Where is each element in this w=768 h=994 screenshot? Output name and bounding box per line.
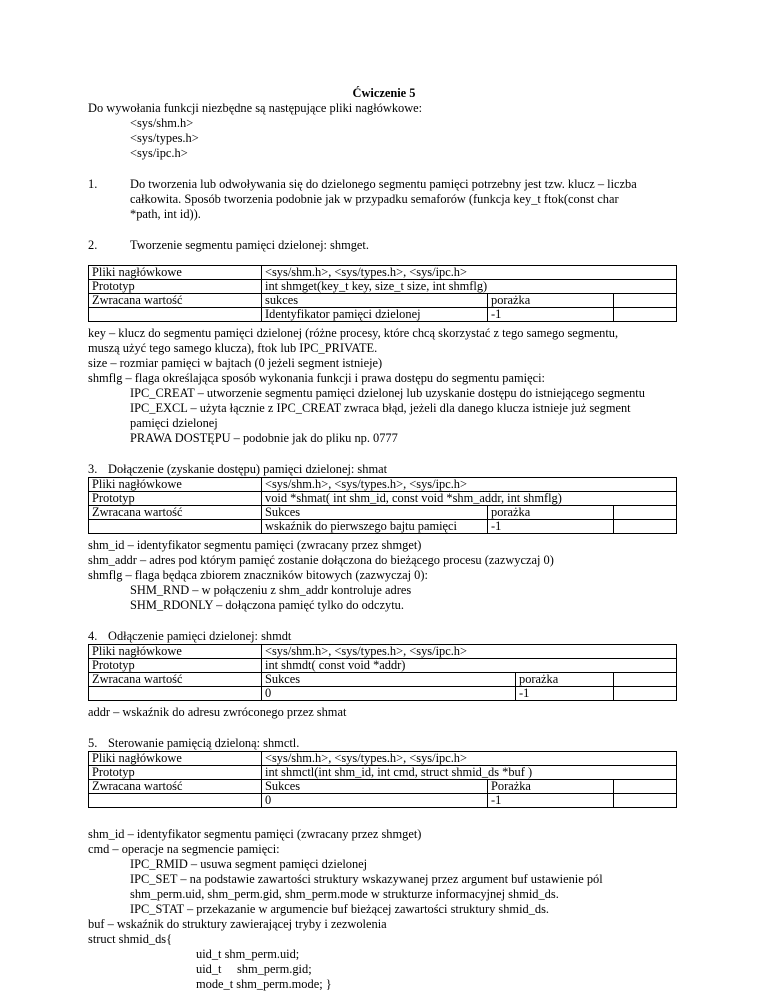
shmctl-desc-line: cmd – operacje na segmencie pamięci:: [88, 842, 280, 856]
table-label: Zwracana wartość: [89, 780, 262, 794]
section-1-line-2: całkowita. Sposób tworzenia podobnie jak w przypadku semaforów (funkcja key_t ftok(const char: [130, 192, 619, 206]
table-label: Prototyp: [89, 659, 262, 673]
shmat-desc-line: shmflg – flaga będąca zbiorem znaczników bitowych (zazwyczaj 0):: [88, 568, 428, 582]
table-value: <sys/shm.h>, <sys/types.h>, <sys/ipc.h>: [262, 645, 677, 659]
table-cell: [614, 520, 677, 534]
op-ipc-set: IPC_SET – na podstawie zawartości struktury wskazywanej przez argument buf ustawienie pól: [130, 872, 603, 886]
table-cell: Sukces: [262, 673, 516, 687]
table-cell: [614, 673, 677, 687]
table-cell: Porażka: [488, 780, 614, 794]
section-1-number: 1.: [88, 177, 98, 191]
section-1-line-3: *path, int id)).: [130, 207, 201, 221]
shmdt-desc-line: addr – wskaźnik do adresu zwróconego przez shmat: [88, 705, 347, 719]
struct-open: struct shmid_ds{: [88, 932, 173, 946]
table-label: Pliki nagłówkowe: [89, 478, 262, 492]
struct-field-uid: uid_t shm_perm.uid;: [196, 947, 300, 961]
table-value: int shmctl(int shm_id, int cmd, struct shmid_ds *buf ): [262, 766, 677, 780]
table-value: <sys/shm.h>, <sys/types.h>, <sys/ipc.h>: [262, 266, 677, 280]
section-2-number: 2.: [88, 238, 98, 252]
struct-field-mode: mode_t shm_perm.mode; }: [196, 977, 332, 991]
flag-ipc-excl: IPC_EXCL – użyta łącznie z IPC_CREAT zwraca błąd, jeżeli dla danego klucza istnieje już segment: [130, 401, 631, 415]
table-label: Pliki nagłówkowe: [89, 266, 262, 280]
table-cell: [614, 687, 677, 701]
table-label: Pliki nagłówkowe: [89, 645, 262, 659]
table-value: void *shmat( int shm_id, const void *shm_addr, int shmflg): [262, 492, 677, 506]
table-cell: porażka: [488, 294, 614, 308]
intro-text: Do wywołania funkcji niezbędne są następujące pliki nagłówkowe:: [88, 101, 423, 115]
flag-shm-rnd: SHM_RND – w połączeniu z shm_addr kontroluje adres: [130, 583, 412, 597]
table-label: Pliki nagłówkowe: [89, 752, 262, 766]
table-cell: Sukces: [262, 780, 488, 794]
table-label: [89, 794, 262, 808]
table-cell: [614, 308, 677, 322]
shmctl-table: [88, 751, 677, 808]
struct-field-gid: uid_t shm_perm.gid;: [196, 962, 312, 976]
shmctl-desc-line: shm_id – identyfikator segmentu pamięci (zwracany przez shmget): [88, 827, 422, 841]
section-5-heading: Sterowanie pamięcią dzieloną: shmctl.: [108, 736, 300, 750]
table-cell: sukces: [262, 294, 488, 308]
flag-ipc-excl-cont: pamięci dzielonej: [130, 416, 218, 430]
buf-desc: buf – wskaźnik do struktury zawierającej tryby i zezwolenia: [88, 917, 387, 931]
op-ipc-stat: IPC_STAT – przekazanie w argumencie buf bieżącej zawartości struktury shmid_ds.: [130, 902, 550, 916]
table-cell: [614, 506, 677, 520]
section-2-heading: Tworzenie segmentu pamięci dzielonej: shmget.: [130, 238, 369, 252]
table-cell: porażka: [488, 506, 614, 520]
table-cell: [614, 780, 677, 794]
table-label: Zwracana wartość: [89, 673, 262, 687]
op-ipc-set-cont: shm_perm.uid, shm_perm.gid, shm_perm.mode w strukturze informacyjnej shmid_ds.: [130, 887, 559, 901]
table-cell: wskaźnik do pierwszego bajtu pamięci: [262, 520, 488, 534]
header-types: <sys/types.h>: [130, 131, 199, 145]
document-title: Ćwiczenie 5: [352, 86, 416, 100]
table-label: Prototyp: [89, 492, 262, 506]
section-4-heading: Odłączenie pamięci dzielonej: shmdt: [108, 629, 292, 643]
table-label: Zwracana wartość: [89, 506, 262, 520]
table-cell: [614, 294, 677, 308]
shmat-table: [88, 477, 677, 534]
shmget-table: [88, 265, 677, 322]
header-shm: <sys/shm.h>: [130, 116, 194, 130]
shmat-desc-line: shm_id – identyfikator segmentu pamięci (zwracany przez shmget): [88, 538, 422, 552]
shmget-desc-line: shmflg – flaga określająca sposób wykonania funkcji i prawa dostępu do segmentu pamięci:: [88, 371, 545, 385]
shmat-desc-line: shm_addr – adres pod którym pamięć zostanie dołączona do bieżącego procesu (zazwyczaj 0): [88, 553, 554, 567]
section-4-number: 4.: [88, 629, 98, 643]
table-value: <sys/shm.h>, <sys/types.h>, <sys/ipc.h>: [262, 752, 677, 766]
table-label: Prototyp: [89, 766, 262, 780]
section-3-number: 3.: [88, 462, 98, 476]
section-3-heading: Dołączenie (zyskanie dostępu) pamięci dzielonej: shmat: [108, 462, 388, 476]
header-ipc: <sys/ipc.h>: [130, 146, 188, 160]
table-cell: porażka: [516, 673, 614, 687]
shmget-desc-line: muszą użyć tego samego klucza), ftok lub IPC_PRIVATE.: [88, 341, 378, 355]
table-cell: Identyfikator pamięci dzielonej: [262, 308, 488, 322]
table-label: [89, 308, 262, 322]
table-value: int shmget(key_t key, size_t size, int shmflg): [262, 280, 677, 294]
flag-shm-rdonly: SHM_RDONLY – dołączona pamięć tylko do odczytu.: [130, 598, 404, 612]
shmget-desc-line: key – klucz do segmentu pamięci dzielonej (różne procesy, które chcą skorzystać z tego samego segmentu,: [88, 326, 619, 340]
shmget-desc-line: size – rozmiar pamięci w bajtach (0 jeżeli segment istnieje): [88, 356, 383, 370]
table-label: [89, 687, 262, 701]
flag-ipc-creat: IPC_CREAT – utworzenie segmentu pamięci dzielonej lub uzyskanie dostępu do istniejącego segmentu: [130, 386, 645, 400]
table-value: <sys/shm.h>, <sys/types.h>, <sys/ipc.h>: [262, 478, 677, 492]
table-cell: -1: [516, 687, 614, 701]
op-ipc-rmid: IPC_RMID – usuwa segment pamięci dzielonej: [130, 857, 368, 871]
table-cell: -1: [488, 794, 614, 808]
table-cell: -1: [488, 308, 614, 322]
table-cell: 0: [262, 687, 516, 701]
table-cell: 0: [262, 794, 488, 808]
shmdt-table: [88, 644, 677, 701]
section-1-line-1: Do tworzenia lub odwoływania się do dzielonego segmentu pamięci potrzebny jest tzw. klucz – liczba: [130, 177, 637, 191]
table-value: int shmdt( const void *addr): [262, 659, 677, 673]
flag-permissions: PRAWA DOSTĘPU – podobnie jak do pliku np. 0777: [130, 431, 398, 445]
table-cell: -1: [488, 520, 614, 534]
table-label: [89, 520, 262, 534]
table-cell: Sukces: [262, 506, 488, 520]
table-label: Zwracana wartość: [89, 294, 262, 308]
section-5-number: 5.: [88, 736, 98, 750]
table-label: Prototyp: [89, 280, 262, 294]
table-cell: [614, 794, 677, 808]
